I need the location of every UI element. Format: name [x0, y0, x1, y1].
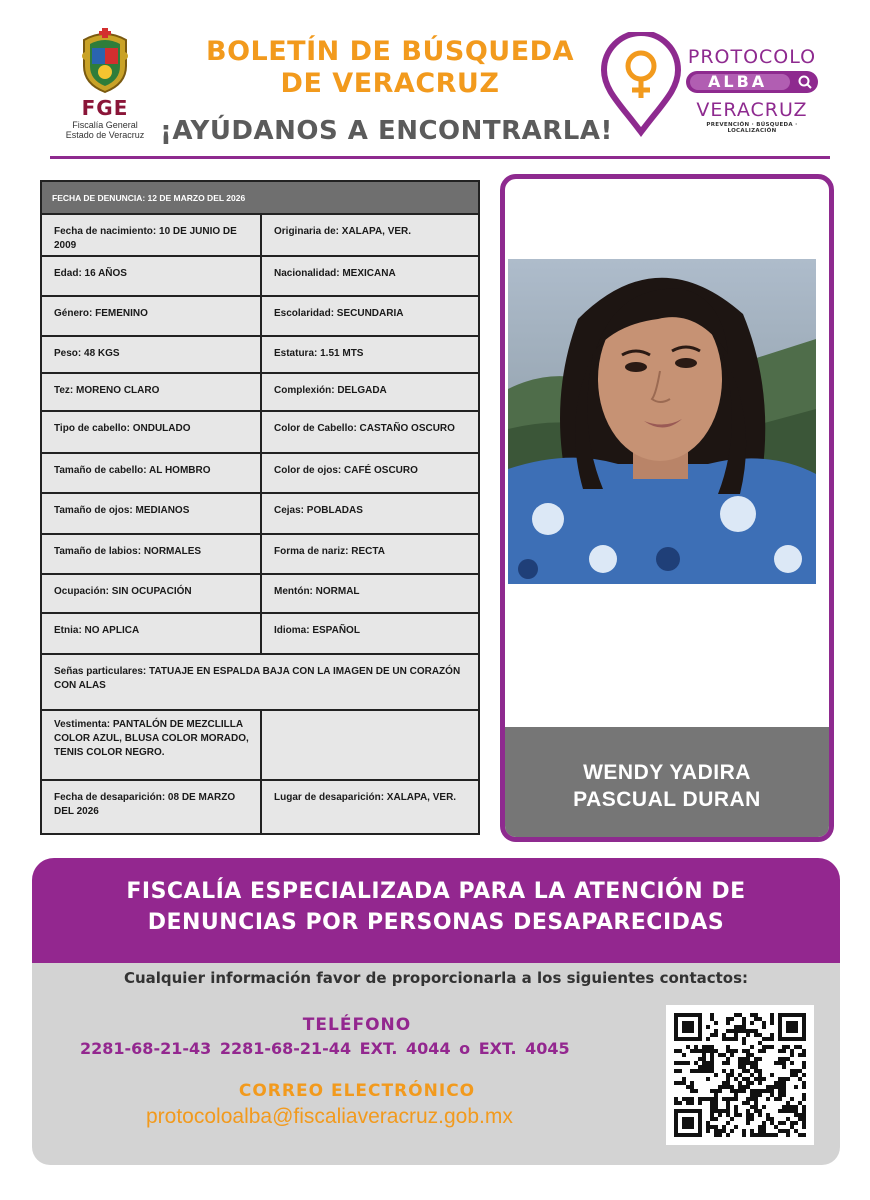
- fge-acronym: FGE: [81, 96, 129, 120]
- height-cell: Estatura: 1.51 MTS: [260, 337, 478, 372]
- missing-person-photo: [508, 259, 816, 584]
- phone-numbers[interactable]: 2281-68-21-43 2281-68-21-44 EXT. 4044 o EXT. 4045: [80, 1039, 570, 1058]
- contact-intro: Cualquier información favor de proporcionarla a los siguientes contactos:: [123, 969, 749, 987]
- language-cell: Idioma: ESPAÑOL: [260, 614, 478, 653]
- disappearance-place-cell: Lugar de desaparición: XALAPA, VER.: [260, 781, 478, 833]
- ethnicity-cell: Etnia: NO APLICA: [54, 625, 140, 636]
- title-block: [160, 36, 620, 146]
- build-cell: Complexión: DELGADA: [260, 374, 478, 410]
- fge-name-line2: Estado de Veracruz: [65, 130, 145, 140]
- person-details-table: [40, 180, 480, 835]
- veracruz-coat-of-arms-icon: [76, 26, 134, 94]
- table-row: [42, 215, 478, 257]
- hair-type-cell: Tipo de cabello: ONDULADO: [54, 423, 191, 434]
- table-row: [42, 297, 478, 337]
- empty-cell: [260, 711, 478, 779]
- title-line-2: DE VERACRUZ: [280, 68, 500, 99]
- birth-date-cell: Fecha de nacimiento: 10 DE JUNIO DE 2009: [54, 226, 237, 251]
- person-name-band: [505, 727, 829, 837]
- header-divider: [50, 156, 830, 159]
- clothing-cell: Vestimenta: PANTALÓN DE MEZCLILLA COLOR AZUL, BLUSA COLOR MORADO, TENIS COLOR NEGRO.: [54, 719, 249, 758]
- age-cell: Edad: 16 AÑOS: [54, 268, 127, 279]
- table-row: [42, 781, 478, 833]
- lip-size-cell: Tamaño de labios: NORMALES: [54, 546, 202, 557]
- schooling-cell: Escolaridad: SECUNDARIA: [260, 297, 478, 335]
- table-row: [42, 257, 478, 297]
- hair-color-cell: Color de Cabello: CASTAÑO OSCURO: [260, 412, 478, 452]
- location-pin-female-icon: [600, 32, 682, 137]
- origin-cell: Originaria de: XALAPA, VER.: [260, 215, 478, 255]
- hair-length-cell: Tamaño de cabello: AL HOMBRO: [54, 465, 211, 476]
- protocolo-alba-logo: [600, 32, 830, 137]
- alba-protocolo-label: PROTOCOLO: [687, 46, 817, 68]
- email-link[interactable]: protocoloalba@fiscaliaveracruz.gob.mx: [146, 1105, 513, 1128]
- alba-state-label: VERACRUZ: [696, 99, 808, 121]
- table-row: [42, 614, 478, 655]
- chin-cell: Mentón: NORMAL: [260, 575, 478, 612]
- person-name-line2: PASCUAL DURAN: [573, 788, 761, 811]
- contact-section: [32, 963, 840, 1165]
- qr-code-icon[interactable]: [666, 1005, 814, 1145]
- weight-cell: Peso: 48 KGS: [54, 348, 120, 359]
- phone-label: TELÉFONO: [302, 1015, 412, 1035]
- fge-logo: [55, 26, 155, 140]
- table-row: [42, 494, 478, 535]
- alba-pill: [686, 71, 818, 93]
- title-line-1: BOLETÍN DE BÚSQUEDA: [206, 36, 574, 67]
- distinguishing-marks-cell: Señas particulares: TATUAJE EN ESPALDA BAJA CON LA IMAGEN DE UN CORAZÓN CON ALAS: [54, 666, 461, 691]
- table-row: [42, 454, 478, 494]
- alba-word: ALBA: [708, 72, 768, 91]
- alba-tagline: PREVENCIÓN · BÚSQUEDA · LOCALIZACIÓN: [706, 122, 798, 134]
- person-name-line1: WENDY YADIRA: [583, 761, 751, 784]
- table-row: [42, 575, 478, 614]
- eye-color-cell: Color de ojos: CAFÉ OSCURO: [260, 454, 478, 492]
- table-row: [42, 535, 478, 575]
- table-row: [42, 711, 478, 781]
- help-find-her-heading: ¡AYÚDANOS A ENCONTRARLA!: [160, 116, 613, 146]
- table-row: [42, 374, 478, 412]
- table-row: [42, 412, 478, 454]
- occupation-cell: Ocupación: SIN OCUPACIÓN: [54, 586, 192, 597]
- eyebrows-cell: Cejas: POBLADAS: [260, 494, 478, 533]
- email-label: CORREO ELECTRÓNICO: [238, 1081, 476, 1101]
- table-row: [42, 337, 478, 374]
- search-icon: [797, 74, 813, 90]
- table-row: [42, 655, 478, 711]
- nationality-cell: Nacionalidad: MEXICANA: [260, 257, 478, 295]
- missing-person-card: [500, 174, 834, 842]
- complexion-tone-cell: Tez: MORENO CLARO: [54, 385, 160, 396]
- fge-name-line1: Fiscalía General: [72, 120, 138, 130]
- nose-shape-cell: Forma de nariz: RECTA: [260, 535, 478, 573]
- agency-name-line1: FISCALÍA ESPECIALIZADA PARA LA ATENCIÓN DE: [126, 879, 746, 904]
- agency-name-line2: DENUNCIAS POR PERSONAS DESAPARECIDAS: [147, 910, 725, 935]
- disappearance-date-cell: Fecha de desaparición: 08 DE MARZO DEL 2026: [54, 792, 236, 817]
- bulletin-header: [0, 0, 870, 160]
- agency-banner: [32, 858, 840, 963]
- eye-size-cell: Tamaño de ojos: MEDIANOS: [54, 505, 190, 516]
- report-date: FECHA DE DENUNCIA: 12 DE MARZO DEL 2026: [42, 182, 478, 215]
- gender-cell: Género: FEMENINO: [54, 308, 148, 319]
